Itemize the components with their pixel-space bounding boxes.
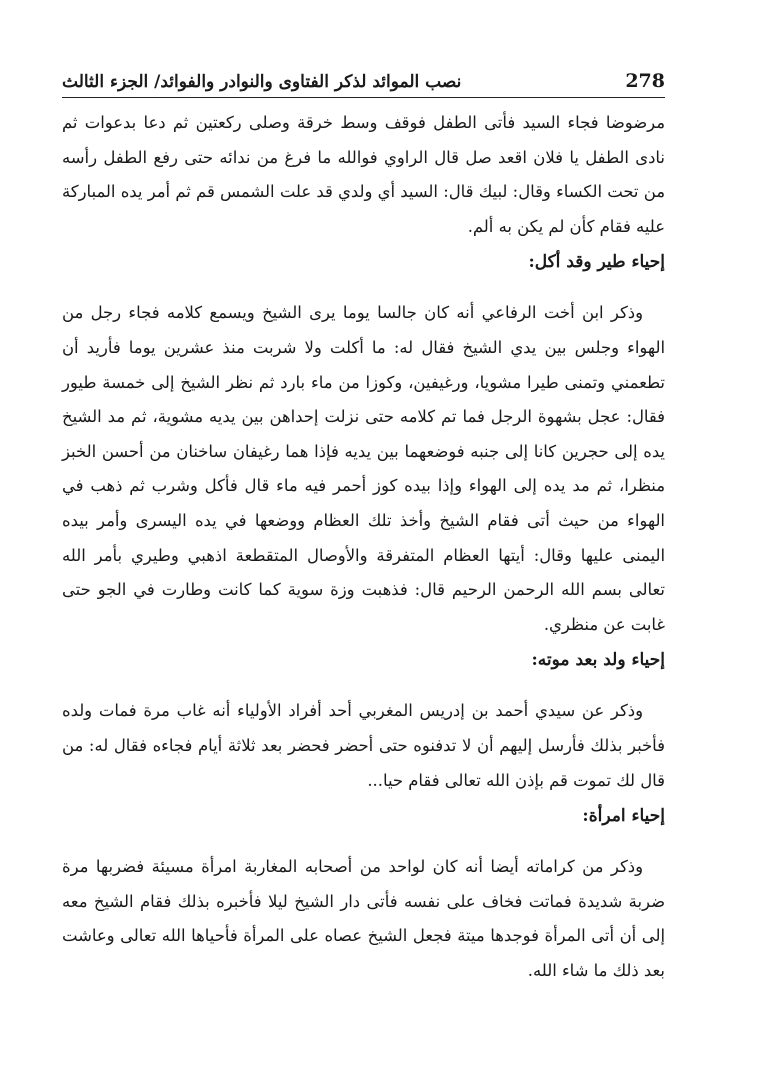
heading-bird-revival: إحياء طير وقد أكل: — [528, 252, 665, 273]
running-title: نصب الموائد لذكر الفتاوى والنوادر والفوائد/ الجزء الثالث — [62, 72, 462, 92]
paragraph-son-revival: وذكر عن سيدي أحمد بن إدريس المغربي أحد أفراد الأولياء أنه غاب مرة فمات ولده فأخبر بذلك فأرسل إليهم أن لا تدفنوه حتى أحضر فحضر بعد ثلاثة أيام فجاءه فقال له: من قال لك تموت قم بإذن الله تعالى فقام حيا... — [62, 701, 665, 790]
heading-woman-revival: إحياء امرأة: — [582, 806, 665, 827]
paragraph-bird-revival: وذكر ابن أخت الرفاعي أنه كان جالسا يوما يرى الشيخ ويسمع كلامه فجاء رجل من الهواء وجلس بين يدي الشيخ فقال له: ما أكلت ولا شربت منذ عشرين يوما فأريد أن تطعمني وتمنى طيرا مشويا، ورغيفين، وكوزا من ماء بارد ثم نظر الشيخ إلى خمسة طيور فقال: عجل بشهوة الرجل فما تم كلامه حتى نزلت إحداهن بين يديه مشوية، ثم مد الشيخ يده إلى حجرين كانا إلى جنبه فوضعهما بين يديه فإذا هما رغيفان ساخنان من أحسن الخبز منظرا، ثم مد يده إلى الهواء وإذا بيده كوز أحمر فيه ماء قال فأكل وشرب ثم ذهب في الهواء من حيث أتى فقام الشيخ وأخذ تلك العظام ووضعها في يده اليسرى وأمر بيده اليمنى عليها وقال: أيتها العظام المتفرقة والأوصال المتقطعة اذهبي وطيري بأمر الله تعالى بسم الله الرحمن الرحيم قال: فذهبت وزة سوية كما كانت وطارت في الجو حتى غابت عن منظري. — [62, 303, 665, 634]
header-divider — [62, 97, 665, 98]
paragraph-woman-revival: وذكر من كراماته أيضا أنه كان لواحد من أصحابه المغاربة امرأة مسيئة فضربها مرة ضربة شديدة فماتت فخاف على نفسه فأتى دار الشيخ ليلا فأخبره بذلك فقام الشيخ معه إلى أن أتى المرأة فوجدها ميتة فجعل الشيخ عصاه على المرأة فأحياها الله تعالى وعاشت بعد ذلك ما شاء الله. — [62, 857, 665, 980]
page-body — [62, 106, 665, 988]
page-header — [62, 56, 665, 92]
page-number: 278 — [625, 70, 665, 92]
paragraph-child-revival: مرضوضا فجاء السيد فأتى الطفل فوقف وسط خرقة وصلى ركعتين ثم دعا بدعوات ثم نادى الطفل يا فلان اقعد صل قال الراوي فوالله ما فرغ من ندائه حتى رفع الطفل رأسه من تحت الكساء وقال: لبيك قال: السيد أي ولدي قد علت الشمس قم ثم أمر يده المباركة عليه فقام كأن لم يكن به ألم. — [62, 113, 665, 236]
heading-son-revival: إحياء ولد بعد موته: — [531, 650, 665, 671]
